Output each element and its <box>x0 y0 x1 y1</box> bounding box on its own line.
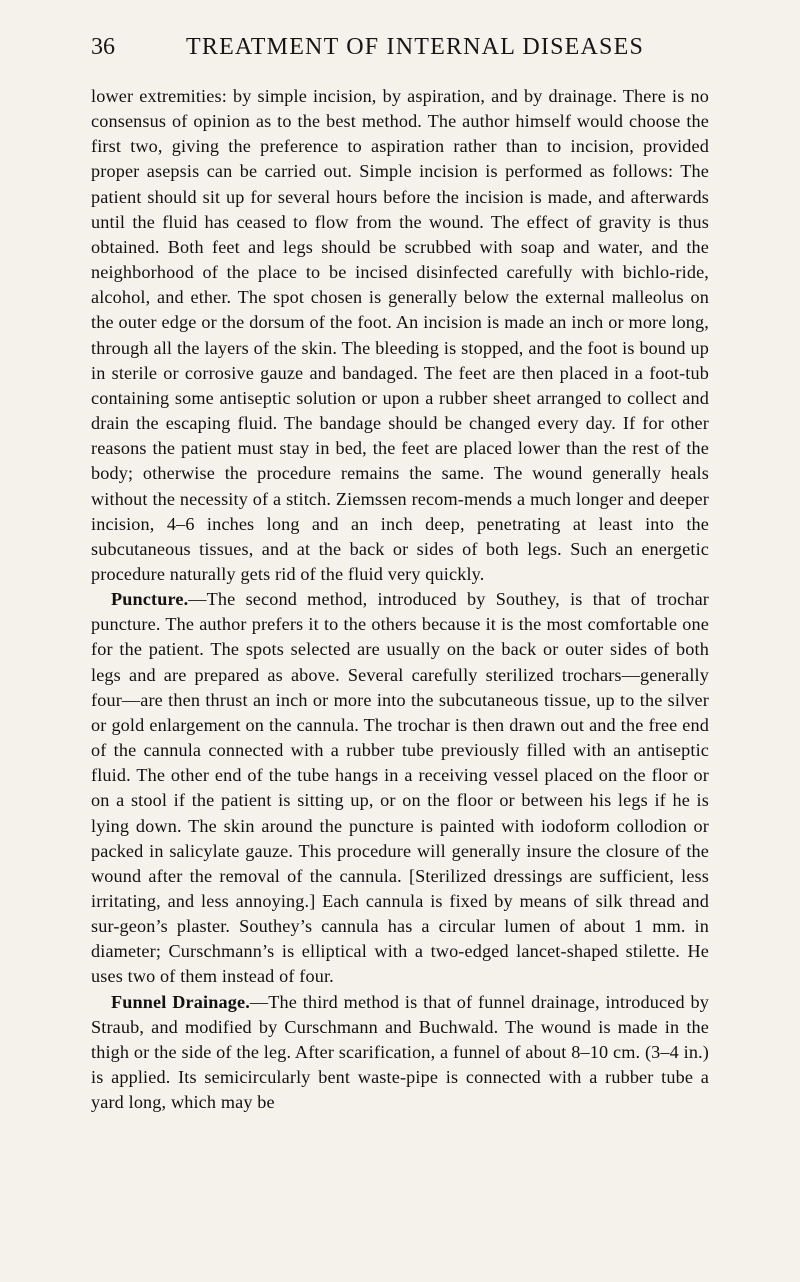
paragraph-text: —The second method, introduced by Southey, is that of trochar puncture. The author prefers it to the others because it is the most comfortable one for the patient. The spots selected are usually on the back or outer sides of both legs and are prepared as above. Several carefully sterilized trochars—generally four—are then thrust an inch or more into the subcutaneous tissue, up to the silver or gold enlargement on the cannula. The trochar is then drawn out and the free end of the cannula connected with a rubber tube previously filled with an antiseptic fluid. The other end of the tube hangs in a receiving vessel placed on the floor or on a stool if the patient is sitting up, or on the floor or between his legs if he is lying down. The skin around the puncture is painted with iodoform collodion or packed in salicylate gauze. This procedure will generally insure the closure of the wound after the removal of the cannula. [Sterilized dressings are sufficient, less irritating, and less annoying.] Each cannula is fixed by means of silk thread and sur-geon’s plaster. Southey’s cannula has a circular lumen of about 1 mm. in diameter; Curschmann’s is elliptical with a two-edged lancet-shaped stilette. He uses two of them instead of four. <box>91 589 709 987</box>
running-header <box>91 34 709 70</box>
paragraph-text: —The third method is that of funnel drainage, introduced by Straub, and modified by Curschmann and Buchwald. The wound is made in the thigh or the side of the leg. After scarification, a funnel of about 8–10 cm. (3–4 in.) is applied. Its semicircularly bent waste-pipe is connected with a rubber tube a yard long, which may be <box>91 991 709 1113</box>
paragraph <box>91 84 709 587</box>
paragraph-puncture <box>91 587 709 990</box>
run-in-heading: Puncture. <box>111 589 189 610</box>
body-text <box>91 84 709 1115</box>
paragraph-funnel-drainage <box>91 990 709 1116</box>
page-number: 36 <box>91 34 115 60</box>
paragraph-text: lower extremities: by simple incision, by aspiration, and by drainage. There is no consensus of opinion as to the best method. The author himself would choose the first two, giving the preference to aspiration rather than to incision, provided proper asepsis can be carried out. Simple incision is performed as follows: The patient should sit up for several hours before the incision is made, and afterwards until the fluid has ceased to flow from the wound. The effect of gravity is thus obtained. Both feet and legs should be scrubbed with soap and water, and the neighborhood of the place to be incised disinfected carefully with bichlo-ride, alcohol, and ether. The spot chosen is generally below the external malleolus on the outer edge or the dorsum of the foot. An incision is made an inch or more long, through all the layers of the skin. The bleeding is stopped, and the foot is bound up in sterile or corrosive gauze and bandaged. The feet are then placed in a foot-tub containing some antiseptic solution or upon a rubber sheet arranged to collect and drain the escaping fluid. The bandage should be changed every day. If for other reasons the patient must stay in bed, the feet are placed lower than the rest of the body; otherwise the procedure remains the same. The wound generally heals without the necessity of a stitch. Ziemssen recom-mends a much longer and deeper incision, 4–6 inches long and an inch deep, penetrating at least into the subcutaneous tissues, and at the back or sides of both legs. Such an energetic procedure naturally gets rid of the fluid very quickly. <box>91 86 709 584</box>
running-title: TREATMENT OF INTERNAL DISEASES <box>186 34 645 60</box>
run-in-heading: Funnel Drainage. <box>111 991 250 1012</box>
